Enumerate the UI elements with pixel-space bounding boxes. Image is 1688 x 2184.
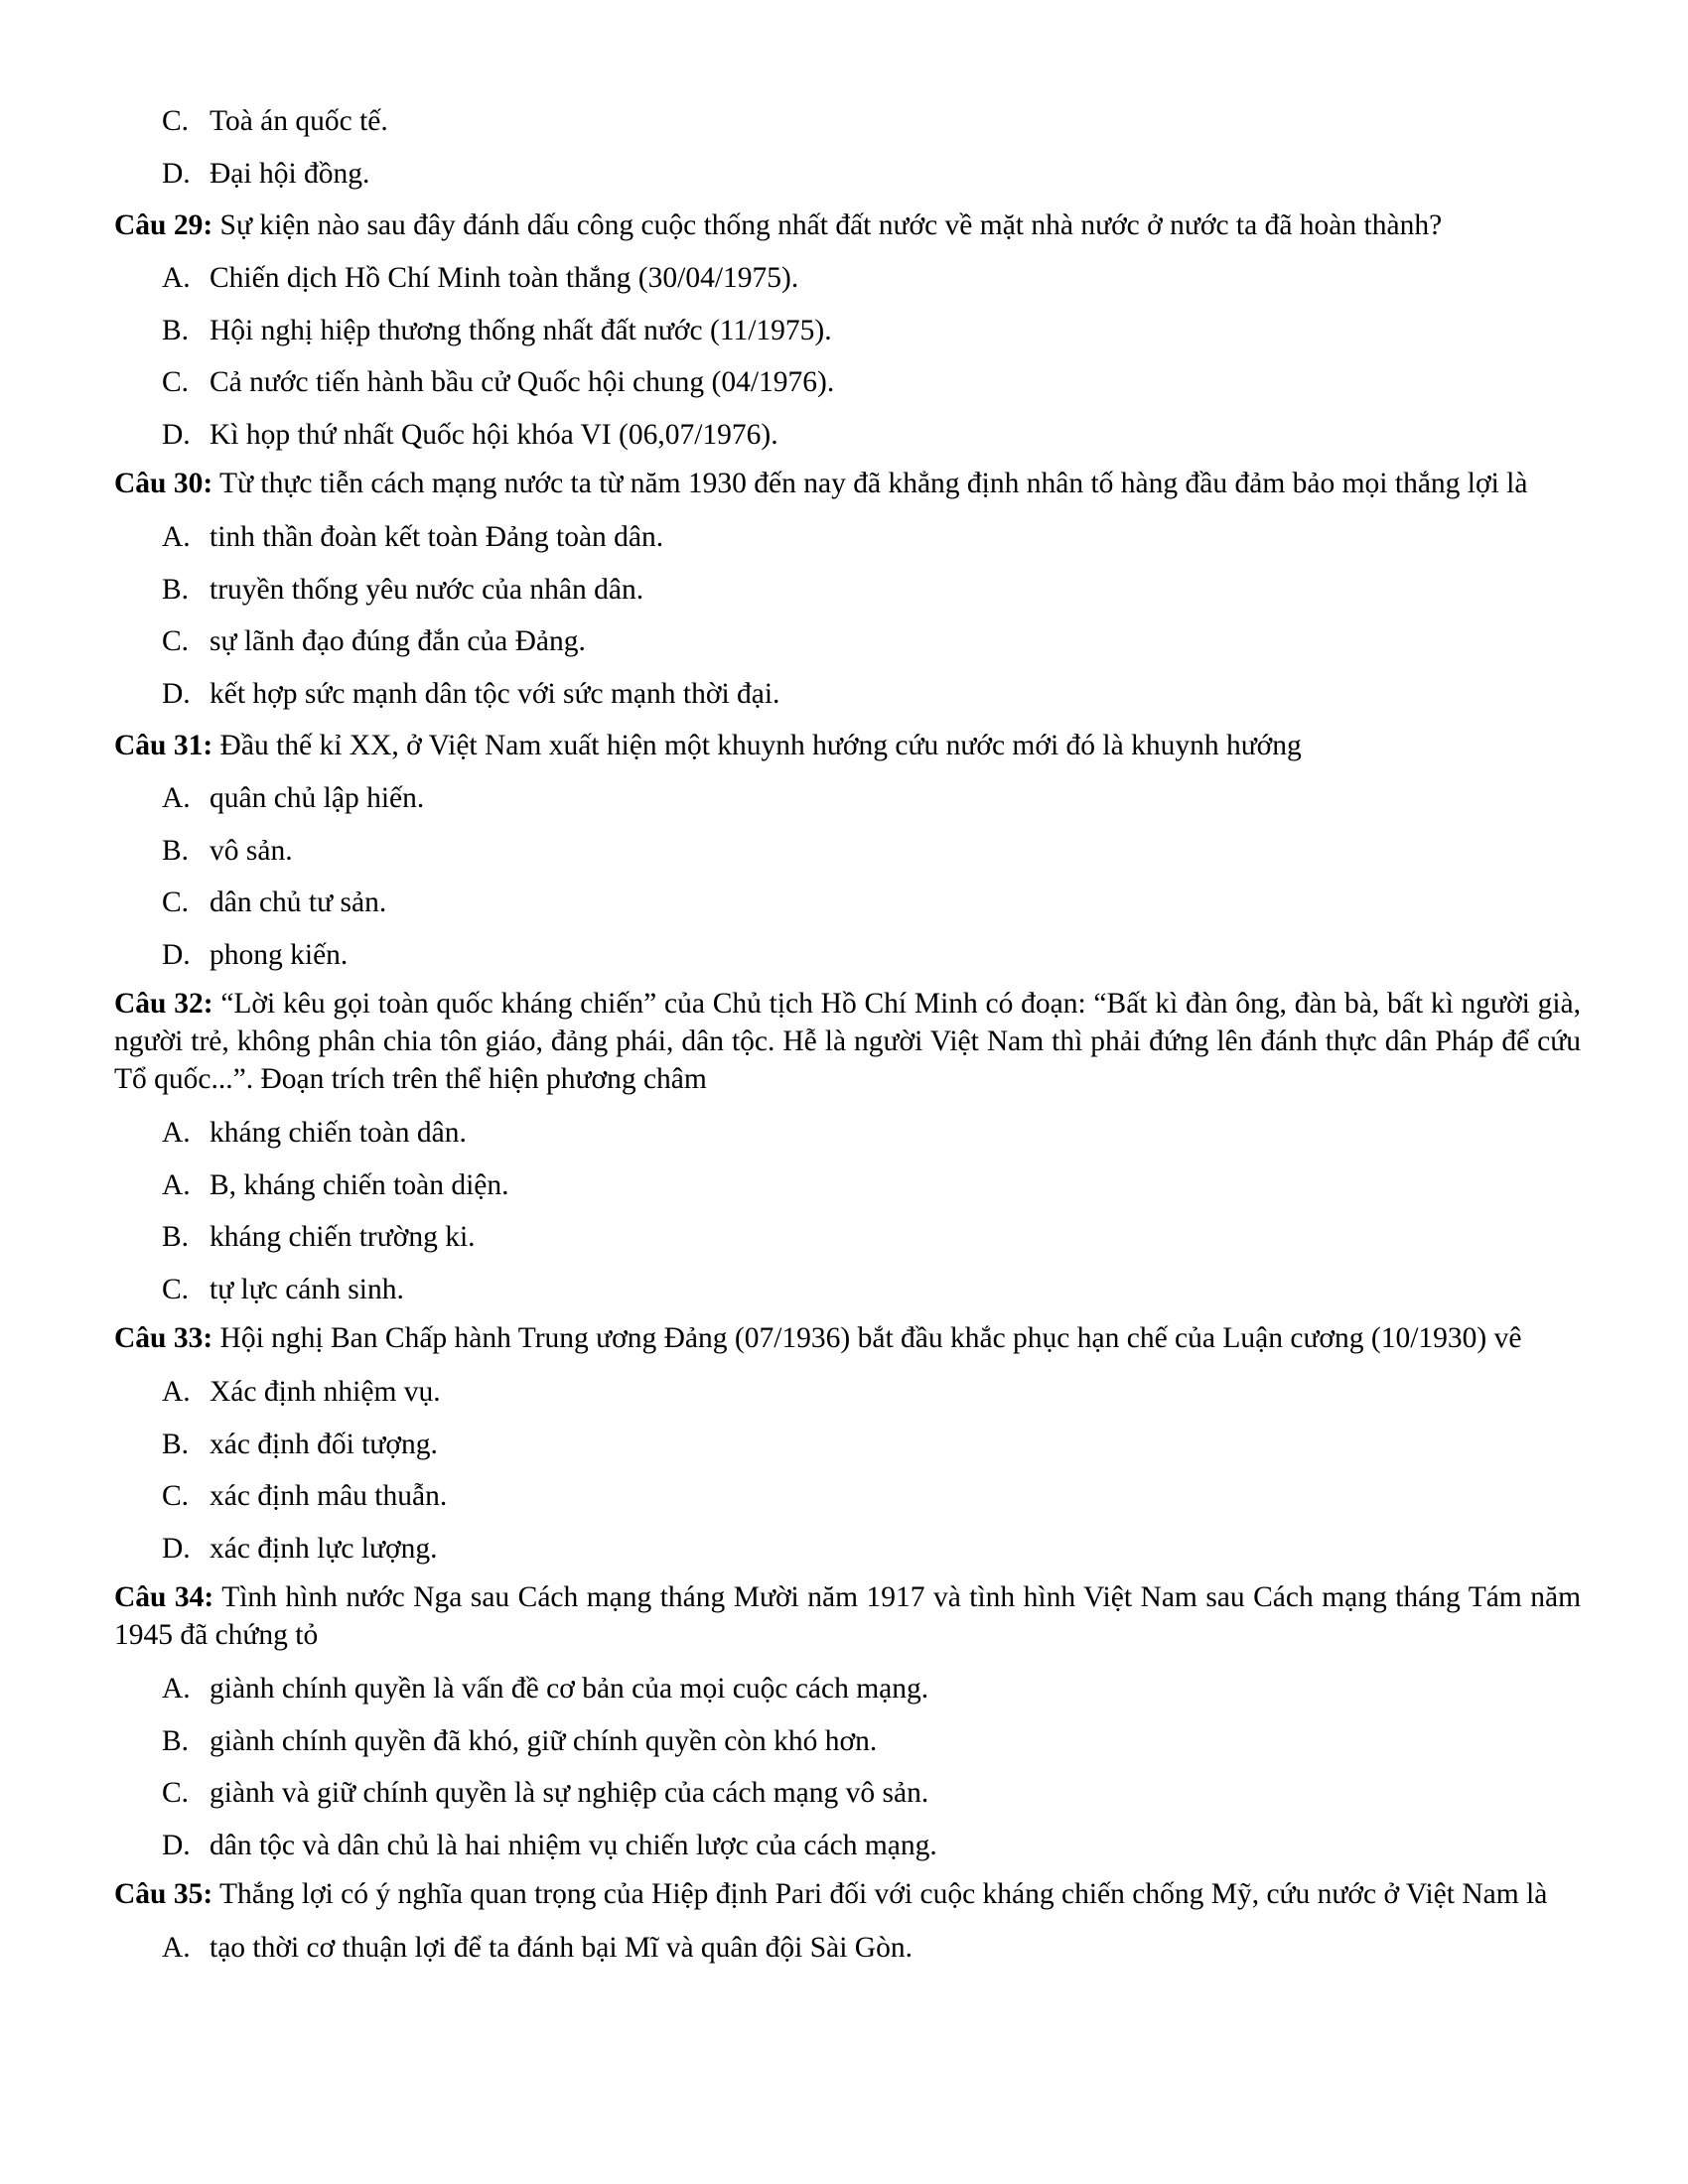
option-text: kháng chiến trường ki. bbox=[210, 1221, 476, 1253]
question-31 bbox=[114, 727, 1581, 764]
question-34 bbox=[114, 1578, 1581, 1654]
option-letter: A. bbox=[162, 1376, 191, 1408]
option-text: quân chủ lập hiến. bbox=[210, 782, 425, 814]
option-text: dân chủ tư sản. bbox=[210, 887, 387, 918]
option-letter: B. bbox=[162, 573, 190, 606]
option-letter: A. bbox=[162, 262, 191, 294]
answer-option bbox=[114, 1211, 1581, 1264]
option-text: vô sản. bbox=[210, 834, 293, 867]
option-text: B, kháng chiến toàn diện. bbox=[210, 1168, 509, 1201]
option-text: Toà án quốc tế. bbox=[210, 105, 388, 137]
option-letter: C. bbox=[162, 625, 190, 657]
option-text: xác định lực lượng. bbox=[210, 1532, 438, 1565]
answer-option bbox=[114, 95, 1581, 148]
answer-option bbox=[114, 1366, 1581, 1419]
option-letter: A. bbox=[162, 1168, 191, 1201]
option-letter: D. bbox=[162, 938, 191, 971]
question-32 bbox=[114, 985, 1581, 1098]
exam-page bbox=[114, 95, 1581, 1975]
option-text: tinh thần đoàn kết toàn Đảng toàn dân. bbox=[210, 521, 664, 553]
option-letter: A. bbox=[162, 1673, 191, 1705]
question-label: Câu 30: bbox=[114, 468, 213, 499]
option-letter: C. bbox=[162, 887, 190, 918]
option-letter: C. bbox=[162, 1777, 190, 1809]
answer-option bbox=[114, 929, 1581, 982]
answer-option bbox=[114, 1419, 1581, 1471]
option-text: giành chính quyền đã khó, giữ chính quyền còn khó hơn. bbox=[210, 1724, 878, 1757]
option-text: xác định đối tượng. bbox=[210, 1428, 438, 1460]
option-text: Đại hội đồng. bbox=[210, 157, 370, 190]
question-29 bbox=[114, 206, 1581, 244]
answer-option bbox=[114, 356, 1581, 409]
answer-option bbox=[114, 1470, 1581, 1523]
answer-option bbox=[114, 1663, 1581, 1715]
answer-option bbox=[114, 877, 1581, 929]
option-text: phong kiến. bbox=[210, 938, 349, 971]
option-text: giành và giữ chính quyền là sự nghiệp của cách mạng vô sản. bbox=[210, 1777, 929, 1809]
option-letter: D. bbox=[162, 1829, 191, 1861]
option-text: Chiến dịch Hồ Chí Minh toàn thắng (30/04/1975). bbox=[210, 262, 799, 294]
answer-option bbox=[114, 825, 1581, 878]
answer-option bbox=[114, 305, 1581, 357]
answer-option bbox=[114, 564, 1581, 616]
option-letter: A. bbox=[162, 1117, 191, 1149]
option-letter: D. bbox=[162, 677, 191, 710]
question-35 bbox=[114, 1875, 1581, 1913]
question-label: Câu 32: bbox=[114, 988, 213, 1020]
question-text: Đầu thế kỉ XX, ở Việt Nam xuất hiện một khuynh hướng cứu nước mới đó là khuynh hướng bbox=[219, 730, 1302, 761]
option-text: Kì họp thứ nhất Quốc hội khóa VI (06,07/1976). bbox=[210, 418, 778, 451]
option-letter: B. bbox=[162, 1724, 190, 1757]
answer-option bbox=[114, 1922, 1581, 1975]
option-letter: A. bbox=[162, 782, 191, 814]
answer-option bbox=[114, 1264, 1581, 1316]
option-text: tạo thời cơ thuận lợi để ta đánh bại Mĩ và quân đội Sài Gòn. bbox=[210, 1932, 913, 1964]
question-label: Câu 33: bbox=[114, 1322, 213, 1354]
question-text: Thắng lợi có ý nghĩa quan trọng của Hiệp định Pari đối với cuộc kháng chiến chống Mỹ, cứu nước ở Việt Nam là bbox=[219, 1878, 1548, 1910]
option-letter: C. bbox=[162, 366, 190, 398]
option-text: Hội nghị hiệp thương thống nhất đất nước (11/1975). bbox=[210, 314, 832, 346]
question-text: “Lời kêu gọi toàn quốc kháng chiến” của Chủ tịch Hồ Chí Minh có đoạn: “Bất kì đàn ông, đàn bà, bất kì người già, người trẻ, không phân chia tôn giáo, đảng phái, dân tộc. Hễ là người Việt Nam thì phải đứng lên đánh thực dân Pháp để cứu Tổ quốc...”. Đoạn trích trên thể hiện phương châm bbox=[114, 988, 1581, 1095]
option-letter: D. bbox=[162, 157, 191, 190]
question-text: Tình hình nước Nga sau Cách mạng tháng Mười năm 1917 và tình hình Việt Nam sau Cách mạng tháng Tám năm 1945 đã chứng tỏ bbox=[114, 1581, 1582, 1651]
option-letter: C. bbox=[162, 1273, 190, 1305]
answer-option bbox=[114, 1107, 1581, 1160]
option-letter: C. bbox=[162, 105, 190, 137]
answer-option bbox=[114, 1523, 1581, 1575]
option-letter: D. bbox=[162, 1532, 191, 1565]
option-letter: B. bbox=[162, 1221, 190, 1253]
answer-option bbox=[114, 772, 1581, 825]
answer-option bbox=[114, 511, 1581, 564]
option-letter: B. bbox=[162, 834, 190, 867]
option-text: dân tộc và dân chủ là hai nhiệm vụ chiến lược của cách mạng. bbox=[210, 1829, 937, 1861]
question-label: Câu 35: bbox=[114, 1878, 213, 1910]
option-text: xác định mâu thuẫn. bbox=[210, 1480, 448, 1512]
question-label: Câu 31: bbox=[114, 730, 213, 761]
question-text: Sự kiện nào sau đây đánh dấu công cuộc thống nhất đất nước về mặt nhà nước ở nước ta đã hoàn thành? bbox=[219, 209, 1443, 241]
question-30 bbox=[114, 465, 1581, 502]
option-text: giành chính quyền là vấn đề cơ bản của mọi cuộc cách mạng. bbox=[210, 1673, 929, 1705]
answer-option bbox=[114, 615, 1581, 668]
answer-option bbox=[114, 1715, 1581, 1768]
question-text: Từ thực tiễn cách mạng nước ta từ năm 1930 đến nay đã khẳng định nhân tố hàng đầu đảm bảo mọi thắng lợi là bbox=[219, 468, 1528, 499]
option-letter: A. bbox=[162, 521, 191, 553]
question-33 bbox=[114, 1319, 1581, 1357]
option-letter: A. bbox=[162, 1932, 191, 1964]
answer-option bbox=[114, 252, 1581, 305]
answer-option bbox=[114, 668, 1581, 721]
option-text: kháng chiến toàn dân. bbox=[210, 1117, 467, 1149]
option-text: truyền thống yêu nước của nhân dân. bbox=[210, 573, 644, 606]
answer-option bbox=[114, 148, 1581, 201]
answer-option bbox=[114, 1820, 1581, 1872]
option-text: Cả nước tiến hành bầu cử Quốc hội chung (04/1976). bbox=[210, 366, 835, 398]
answer-option bbox=[114, 1767, 1581, 1820]
option-letter: B. bbox=[162, 1428, 190, 1460]
option-letter: D. bbox=[162, 418, 191, 451]
question-text: Hội nghị Ban Chấp hành Trung ương Đảng (07/1936) bắt đầu khắc phục hạn chế của Luận cương (10/1930) vê bbox=[219, 1322, 1522, 1354]
option-text: Xác định nhiệm vụ. bbox=[210, 1376, 441, 1408]
question-label: Câu 29: bbox=[114, 209, 213, 241]
answer-option bbox=[114, 409, 1581, 462]
option-text: kết hợp sức mạnh dân tộc với sức mạnh thời đại. bbox=[210, 677, 780, 710]
option-text: sự lãnh đạo đúng đắn của Đảng. bbox=[210, 625, 586, 657]
answer-option bbox=[114, 1160, 1581, 1212]
option-text: tự lực cánh sinh. bbox=[210, 1273, 404, 1305]
option-letter: C. bbox=[162, 1480, 190, 1512]
option-letter: B. bbox=[162, 314, 190, 346]
question-label: Câu 34: bbox=[114, 1581, 214, 1613]
